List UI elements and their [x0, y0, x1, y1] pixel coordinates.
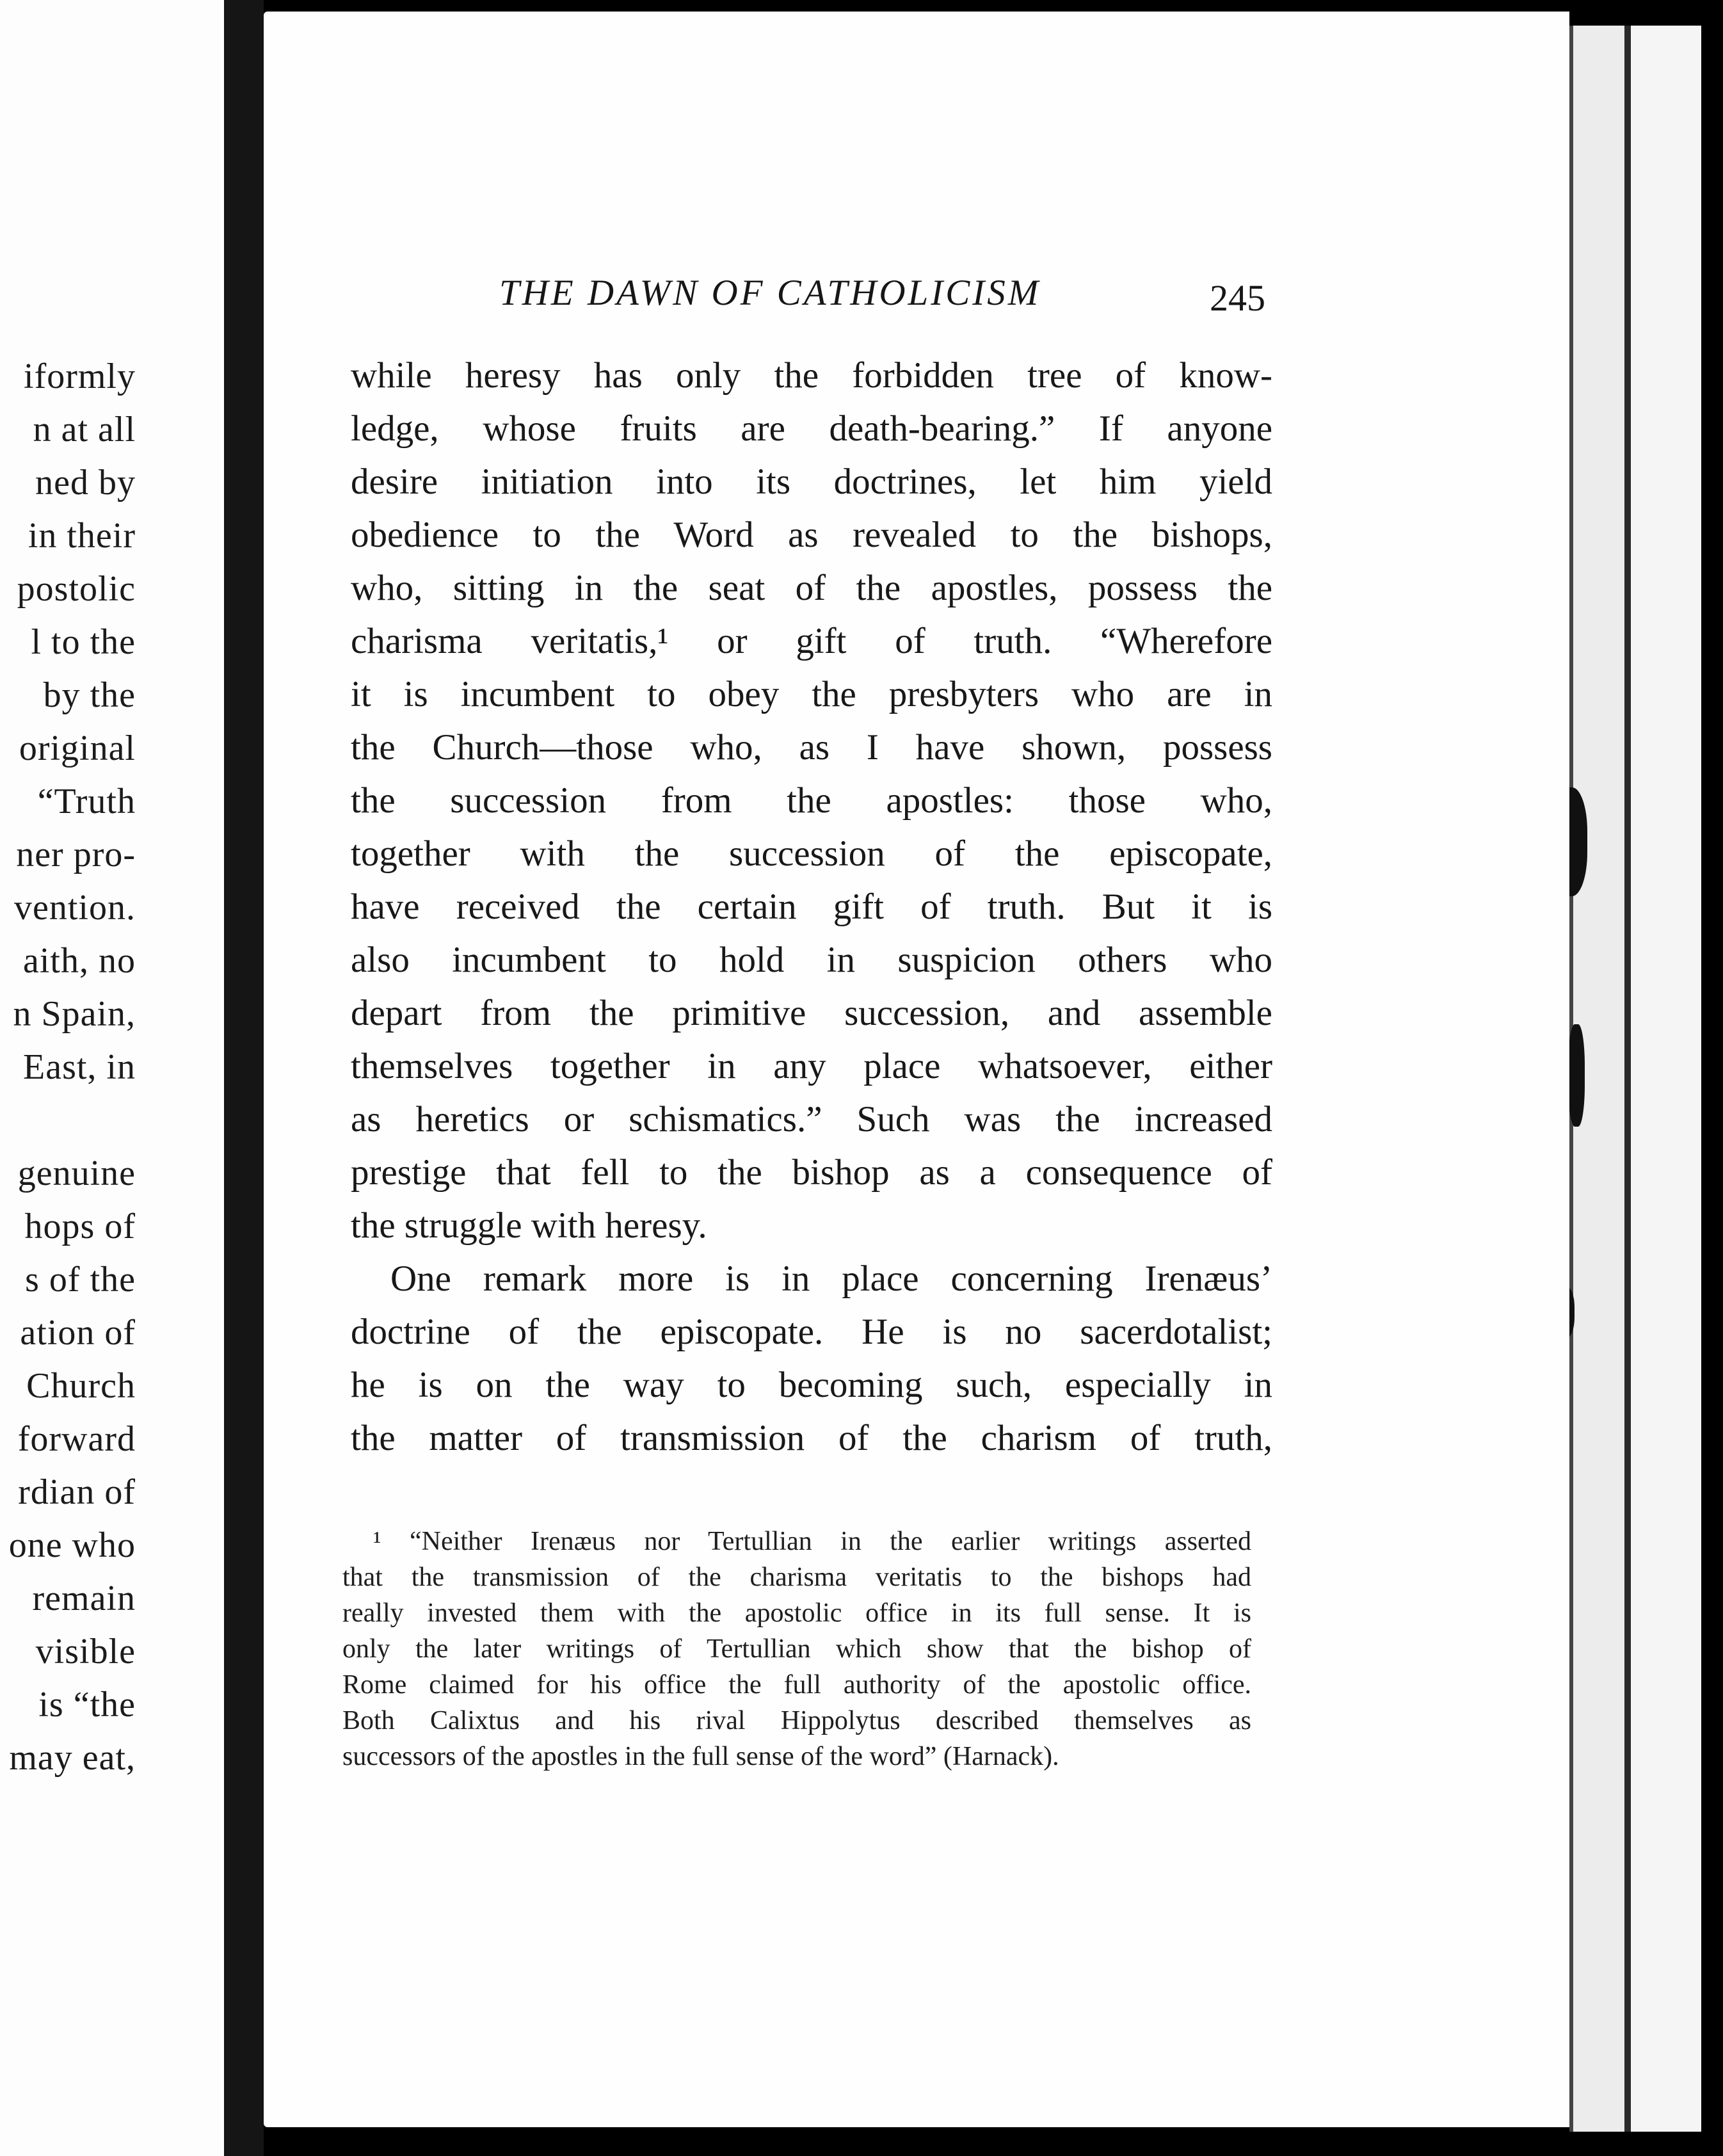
- book-gutter: [224, 0, 264, 2156]
- page-number: 245: [1210, 277, 1265, 319]
- left-page-line: s of the: [25, 1260, 136, 1299]
- left-page-line: ation of: [20, 1313, 136, 1353]
- footnote-line: successors of the apostles in the full sense of the word” (Harnack).: [342, 1742, 1059, 1771]
- footnote-line: really invested them with the apostolic office in its full sense. It is: [342, 1598, 1251, 1628]
- footnote-line: only the later writings of Tertullian which show that the bishop of: [342, 1634, 1251, 1664]
- left-page-line: East, in: [23, 1047, 136, 1087]
- left-page-line: rdian of: [18, 1472, 136, 1512]
- body-text-line: ledge, whose fruits are death-bearing.” If anyone: [351, 408, 1272, 449]
- body-text-line: he is on the way to becoming such, especially in: [351, 1365, 1272, 1405]
- body-text-line: the succession from the apostles: those who,: [351, 780, 1272, 821]
- body-text-line: who, sitting in the seat of the apostles, possess the: [351, 568, 1272, 608]
- ink-blot-mark: [1568, 1024, 1585, 1127]
- page-edges-outer: [1624, 26, 1701, 2132]
- left-page-line: aith, no: [23, 941, 136, 981]
- left-page-line: may eat,: [9, 1738, 136, 1778]
- left-page-line: is “the: [38, 1685, 136, 1725]
- body-text-line: One remark more is in place concerning Irenæus’: [390, 1259, 1272, 1299]
- footnote-line: ¹ “Neither Irenæus nor Tertullian in the earlier writings asserted: [373, 1527, 1251, 1556]
- body-text-line: also incumbent to hold in suspicion others who: [351, 940, 1272, 980]
- left-page-line: l to the: [31, 622, 136, 662]
- left-page-line: remain: [32, 1579, 136, 1618]
- left-page-line: Church: [26, 1366, 136, 1406]
- body-text: [351, 349, 1272, 1465]
- left-page-line: forward: [17, 1419, 136, 1459]
- left-page-line: vention.: [14, 888, 136, 928]
- body-text-line: obedience to the Word as revealed to the bishops,: [351, 515, 1272, 555]
- body-text-line: as heretics or schismatics.” Such was the increased: [351, 1099, 1272, 1139]
- left-page-line: by the: [43, 675, 136, 715]
- footnote-line: Rome claimed for his office the full authority of the apostolic office.: [342, 1670, 1251, 1700]
- left-page: [0, 0, 224, 2156]
- body-text-line: desire initiation into its doctrines, let him yield: [351, 462, 1272, 502]
- left-page-line: n at all: [33, 410, 136, 449]
- body-text-line: doctrine of the episcopate. He is no sacerdotalist;: [351, 1312, 1272, 1352]
- left-page-line: one who: [8, 1525, 136, 1565]
- left-page-line: “Truth: [37, 782, 136, 821]
- left-page-line: in their: [28, 516, 136, 556]
- body-text-line: prestige that fell to the bishop as a consequence of: [351, 1152, 1272, 1193]
- footnote-line: that the transmission of the charisma veritatis to the bishops had: [342, 1563, 1251, 1592]
- body-text-line: together with the succession of the episcopate,: [351, 833, 1272, 874]
- left-page-line: genuine: [17, 1154, 136, 1193]
- left-page-line: ned by: [35, 463, 136, 503]
- body-text-line: depart from the primitive succession, and assemble: [351, 993, 1272, 1033]
- left-page-line: visible: [35, 1632, 136, 1671]
- left-page-line: ner pro-: [16, 835, 136, 874]
- body-text-line: the Church—those who, as I have shown, possess: [351, 727, 1272, 768]
- left-page-line: hops of: [24, 1207, 136, 1246]
- left-page-line: original: [19, 728, 136, 768]
- left-page-line: postolic: [17, 569, 136, 609]
- body-text-line: have received the certain gift of truth. But it is: [351, 887, 1272, 927]
- body-text-line: themselves together in any place whatsoever, either: [351, 1046, 1272, 1086]
- body-text-line: the struggle with heresy.: [351, 1205, 707, 1246]
- body-text-line: the matter of transmission of the charism of truth,: [351, 1418, 1272, 1458]
- footnote-line: Both Calixtus and his rival Hippolytus described themselves as: [342, 1706, 1251, 1735]
- running-head-title: THE DAWN OF CATHOLICISM: [499, 273, 1041, 313]
- left-page-line: iformly: [24, 357, 136, 396]
- body-text-line: charisma veritatis,¹ or gift of truth. “Wherefore: [351, 621, 1272, 661]
- body-text-line: while heresy has only the forbidden tree of know-: [351, 355, 1272, 396]
- left-page-line: n Spain,: [13, 994, 136, 1034]
- footnote-block: [342, 1524, 1251, 1774]
- body-text-line: it is incumbent to obey the presbyters who are in: [351, 674, 1272, 714]
